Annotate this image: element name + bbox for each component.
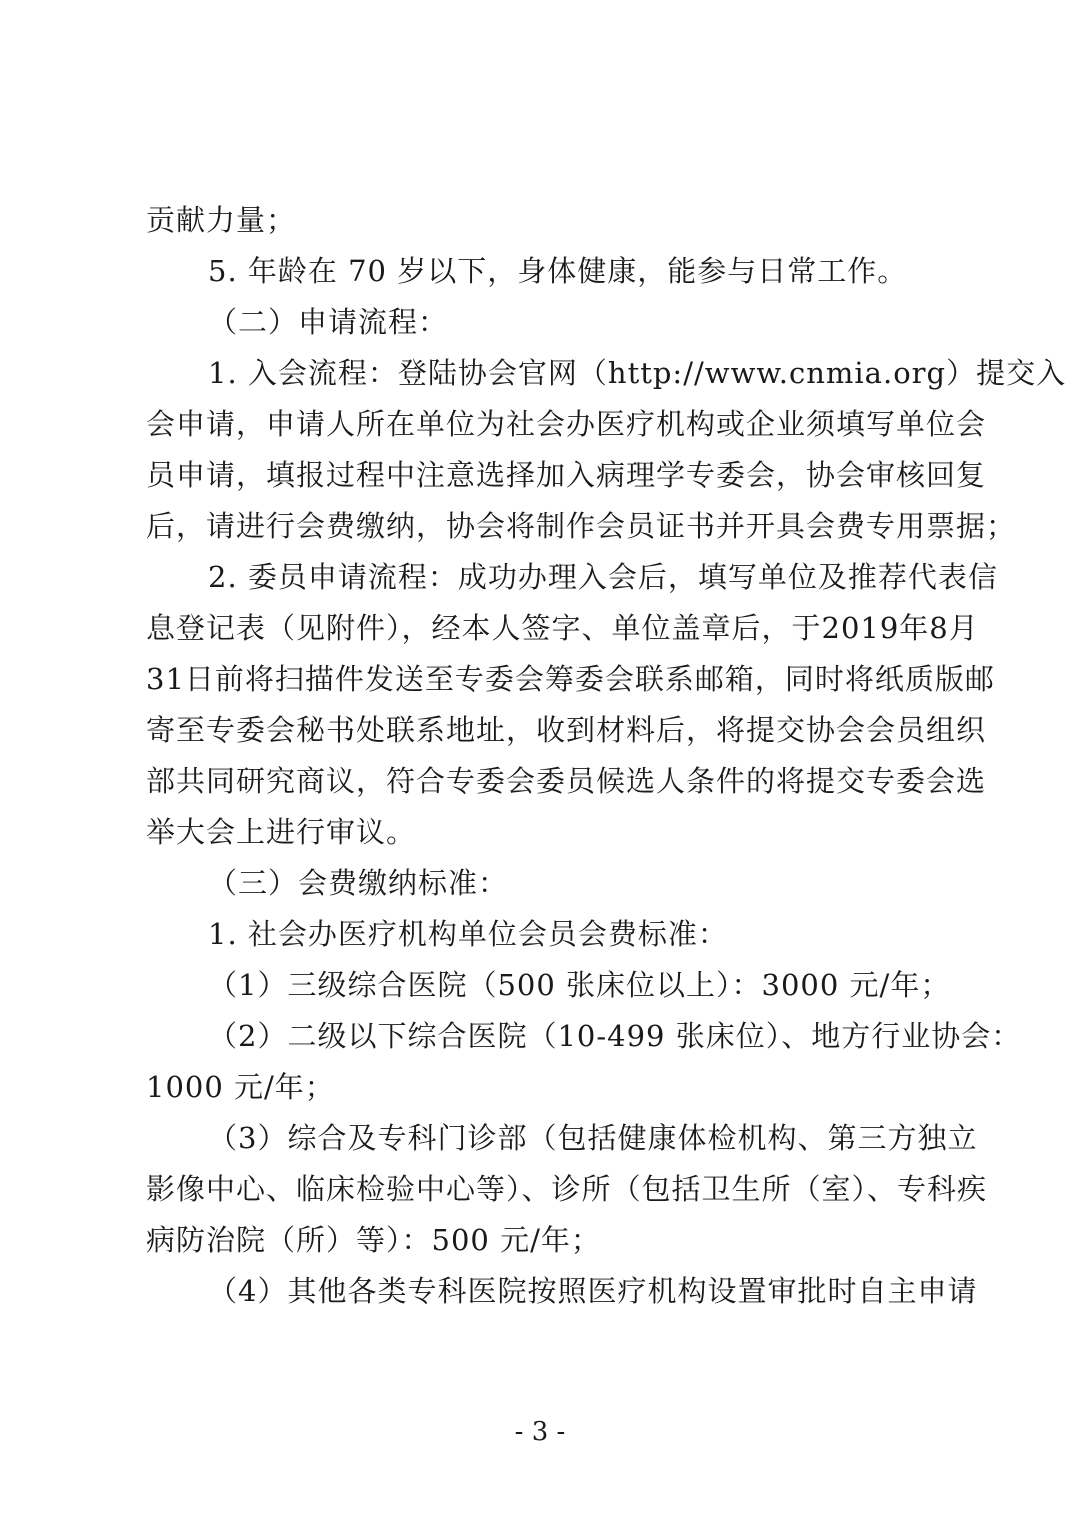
page-number: - 3 -	[514, 1417, 566, 1447]
text-line: 寄至专委会秘书处联系地址，收到材料后，将提交协会会员组织	[146, 713, 987, 747]
text-line: 员申请，填报过程中注意选择加入病理学专委会，协会审核回复	[146, 458, 987, 492]
text-line: 1. 入会流程：登陆协会官网（http://www.cnmia.org）提交入	[208, 356, 1067, 390]
text-line: 1. 社会办医疗机构单位会员会费标准：	[208, 917, 728, 951]
section-heading: （二）申请流程：	[208, 305, 449, 339]
text-line: 5. 年龄在 70 岁以下，身体健康，能参与日常工作。	[208, 254, 908, 288]
text-line: 31日前将扫描件发送至专委会筹委会联系邮箱，同时将纸质版邮	[146, 662, 995, 696]
text-line: （2）二级以下综合医院（10-499 张床位）、地方行业协会：	[208, 1019, 1022, 1053]
text-line: 贡献力量；	[146, 203, 297, 237]
text-line: 病防治院（所）等）：500 元/年；	[146, 1223, 601, 1257]
text-line: 2. 委员申请流程：成功办理入会后，填写单位及推荐代表信	[208, 560, 998, 594]
text-line: （3）综合及专科门诊部（包括健康体检机构、第三方独立	[208, 1121, 978, 1155]
text-line: （4）其他各类专科医院按照医疗机构设置审批时自主申请	[208, 1274, 978, 1308]
section-heading: （三）会费缴纳标准：	[208, 866, 509, 900]
text-line: 息登记表（见附件），经本人签字、单位盖章后，于2019年8月	[146, 611, 979, 645]
text-line: 后，请进行会费缴纳，协会将制作会员证书并开具会费专用票据；	[146, 509, 1017, 543]
text-line: 1000 元/年；	[146, 1070, 335, 1104]
text-line: （1）三级综合医院（500 张床位以上）：3000 元/年；	[208, 968, 951, 1002]
text-line: 部共同研究商议，符合专委会委员候选人条件的将提交专委会选	[146, 764, 987, 798]
text-line: 举大会上进行审议。	[146, 815, 417, 849]
text-line: 会申请，申请人所在单位为社会办医疗机构或企业须填写单位会	[146, 407, 987, 441]
text-line: 影像中心、临床检验中心等）、诊所（包括卫生所（室）、专科疾	[146, 1172, 988, 1206]
